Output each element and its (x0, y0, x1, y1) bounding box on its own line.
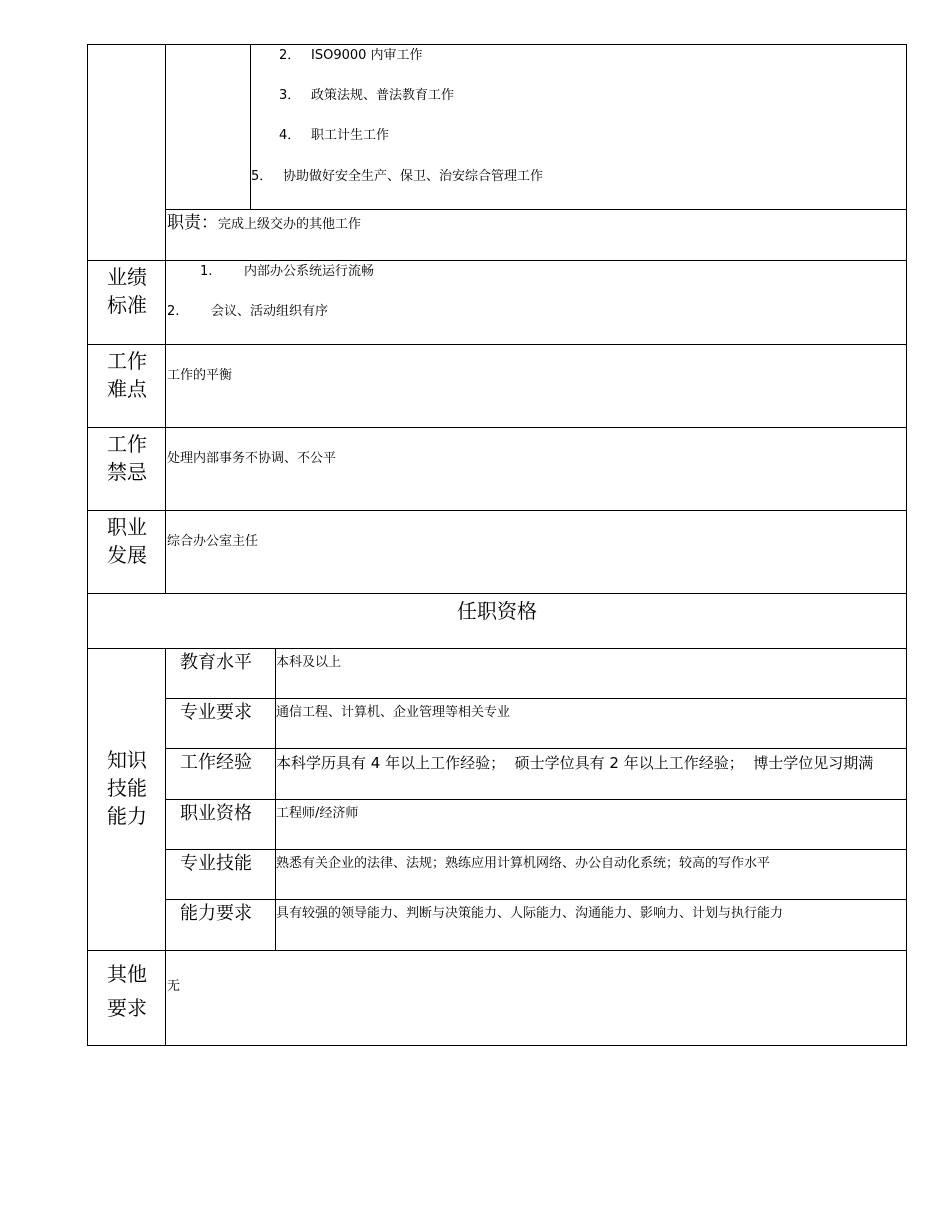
performance-label: 业绩 标准 (107, 265, 147, 317)
divider (87, 344, 907, 345)
divider (87, 648, 907, 649)
qualifications-title: 任职资格 (457, 599, 537, 623)
divider (165, 849, 907, 850)
responsibility-label: 职责： (167, 213, 218, 233)
divider (87, 427, 907, 428)
duty-item: 3． 政策法规、普法教育工作 (279, 88, 455, 103)
duty-item: 2． ISO9000 内审工作 (279, 48, 423, 63)
difficulty-text: 工作的平衡 (167, 368, 233, 383)
experience-label: 工作经验 (180, 752, 252, 773)
career-text: 综合办公室主任 (167, 534, 259, 549)
major-label: 专业要求 (180, 702, 252, 723)
experience-value: 本科学历具有 4 年以上工作经验； 硕士学位具有 2 年以上工作经验； 博士学位见习期满 (276, 754, 874, 772)
divider (165, 748, 907, 749)
difficulty-label: 工作 难点 (107, 349, 147, 401)
divider (165, 799, 907, 800)
divider (250, 44, 251, 210)
divider (165, 44, 166, 594)
divider (165, 209, 907, 210)
divider (87, 260, 907, 261)
divider (87, 510, 907, 511)
major-value: 通信工程、计算机、企业管理等相关专业 (276, 705, 511, 720)
education-value: 本科及以上 (276, 655, 342, 670)
divider (87, 593, 907, 594)
duty-item: 4． 职工计生工作 (279, 128, 390, 143)
divider (165, 698, 907, 699)
knowledge-skills-label: 知识 技能 能力 (107, 748, 147, 828)
ability-label: 能力要求 (180, 903, 252, 924)
career-label: 职业 发展 (107, 515, 147, 567)
taboo-label: 工作 禁忌 (107, 432, 147, 484)
divider (87, 950, 907, 951)
taboo-text: 处理内部事务不协调、不公平 (167, 451, 337, 466)
duty-item: 5． 协助做好安全生产、保卫、治安综合管理工作 (251, 169, 544, 184)
education-label: 教育水平 (180, 652, 252, 673)
performance-item: 2. 会议、活动组织有序 (167, 304, 329, 319)
certification-value: 工程师/经济师 (276, 806, 359, 821)
certification-label: 职业资格 (180, 803, 252, 824)
other-text: 无 (167, 979, 181, 994)
skills-label: 专业技能 (180, 853, 252, 874)
skills-value: 熟悉有关企业的法律、法规；熟练应用计算机网络、办公自动化系统；较高的写作水平 (276, 856, 771, 871)
other-label: 其他 要求 (107, 962, 147, 1020)
responsibility-text: 完成上级交办的其他工作 (218, 217, 362, 232)
divider (165, 899, 907, 900)
ability-value: 具有较强的领导能力、判断与决策能力、人际能力、沟通能力、影响力、计划与执行能力 (276, 906, 784, 921)
performance-item: 1. 内部办公系统运行流畅 (200, 264, 375, 279)
responsibility (167, 215, 361, 233)
